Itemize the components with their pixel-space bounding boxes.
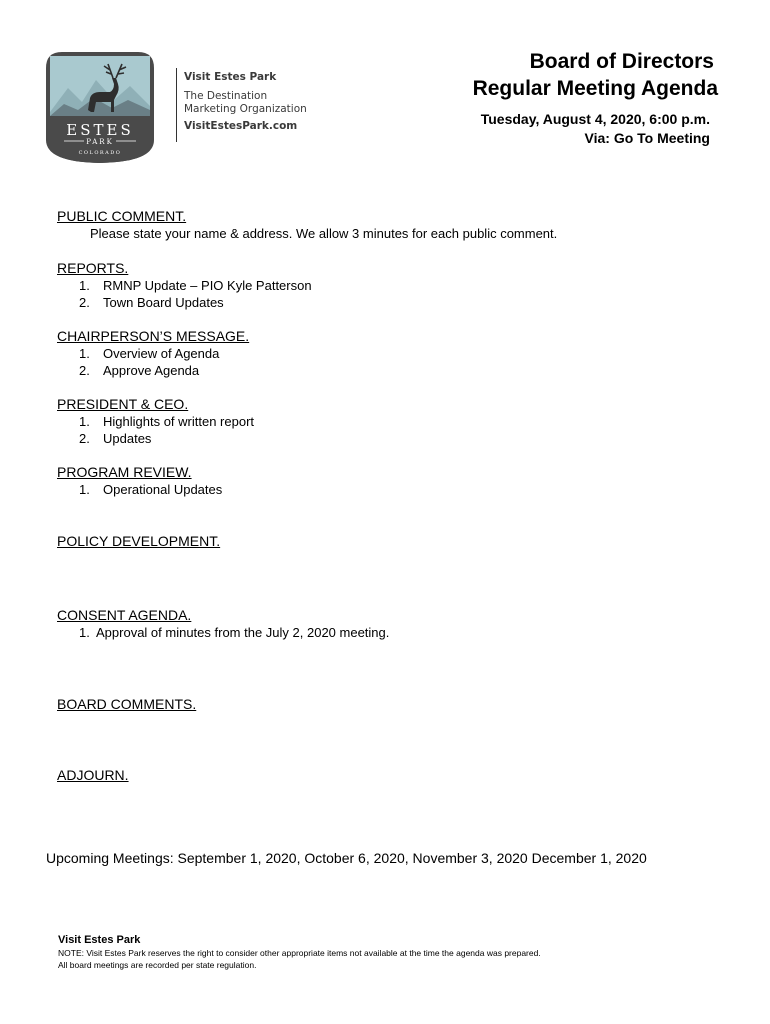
section-heading: PROGRAM REVIEW. [57,464,192,480]
list-item: 1. Approval of minutes from the July 2, 2020 meeting. [79,625,390,640]
logo-state: COLORADO [78,150,122,156]
section-note: Please state your name & address. We allow 3 minutes for each public comment. [90,226,558,241]
list-item: 1. Highlights of written report [79,414,255,429]
section-policy [57,533,220,550]
item-list [57,481,222,498]
footer-org: Visit Estes Park [58,934,141,946]
section-heading: PUBLIC COMMENT. [57,208,187,224]
item-list [57,345,249,379]
section-chairperson [57,328,249,379]
list-item: 2. Town Board Updates [79,295,224,310]
meeting-venue: Via: Go To Meeting [584,130,710,146]
section-adjourn [57,767,129,784]
section-heading: BOARD COMMENTS. [57,696,197,712]
section-heading: PRESIDENT & CEO. [57,396,189,412]
org-tagline-2: Marketing Organization [184,103,307,116]
elk-mountain-logo-icon [44,50,156,164]
document-title [473,48,718,102]
org-info [184,71,307,134]
list-item: 2. Updates [79,431,152,446]
org-name: Visit Estes Park [184,71,277,83]
section-heading: ADJOURN. [57,767,129,783]
meeting-meta [481,110,710,148]
footer [58,933,541,971]
section-heading: POLICY DEVELOPMENT. [57,533,221,549]
section-heading: REPORTS. [57,260,129,276]
org-tagline-1: The Destination [184,90,268,103]
section-heading: CHAIRPERSON’S MESSAGE. [57,328,250,344]
meeting-date: Tuesday, August 4, 2020, 6:00 p.m. [480,111,710,127]
footer-note-1: NOTE: Visit Estes Park reserves the right to consider other appropriate items not available at the time the agenda was prepared. [58,948,541,958]
section-heading: CONSENT AGENDA. [57,607,192,623]
section-president [57,396,254,447]
item-list [57,277,312,311]
header-divider [176,68,177,142]
title-line-1: Board of Directors [529,50,714,73]
item-list [57,413,254,447]
upcoming-meetings: Upcoming Meetings: September 1, 2020, October 6, 2020, November 3, 2020 December 1, 2020 [46,850,647,866]
footer-note-2: All board meetings are recorded per state regulation. [58,960,257,970]
section-program-review [57,464,222,498]
title-line-2: Regular Meeting Agenda [472,77,718,100]
list-item: 1. Operational Updates [79,482,223,497]
item-list [57,624,389,641]
section-board-comments [57,696,196,713]
list-item: 2. Approve Agenda [79,363,200,378]
org-website: VisitEstesPark.com [184,120,298,133]
list-item: 1. RMNP Update – PIO Kyle Patterson [79,278,312,293]
section-public-comment [57,208,557,242]
section-reports [57,260,312,311]
section-consent [57,607,389,641]
logo-sub: PARK [86,138,114,146]
logo-word: ESTES [66,121,134,139]
list-item: 1. Overview of Agenda [79,346,220,361]
